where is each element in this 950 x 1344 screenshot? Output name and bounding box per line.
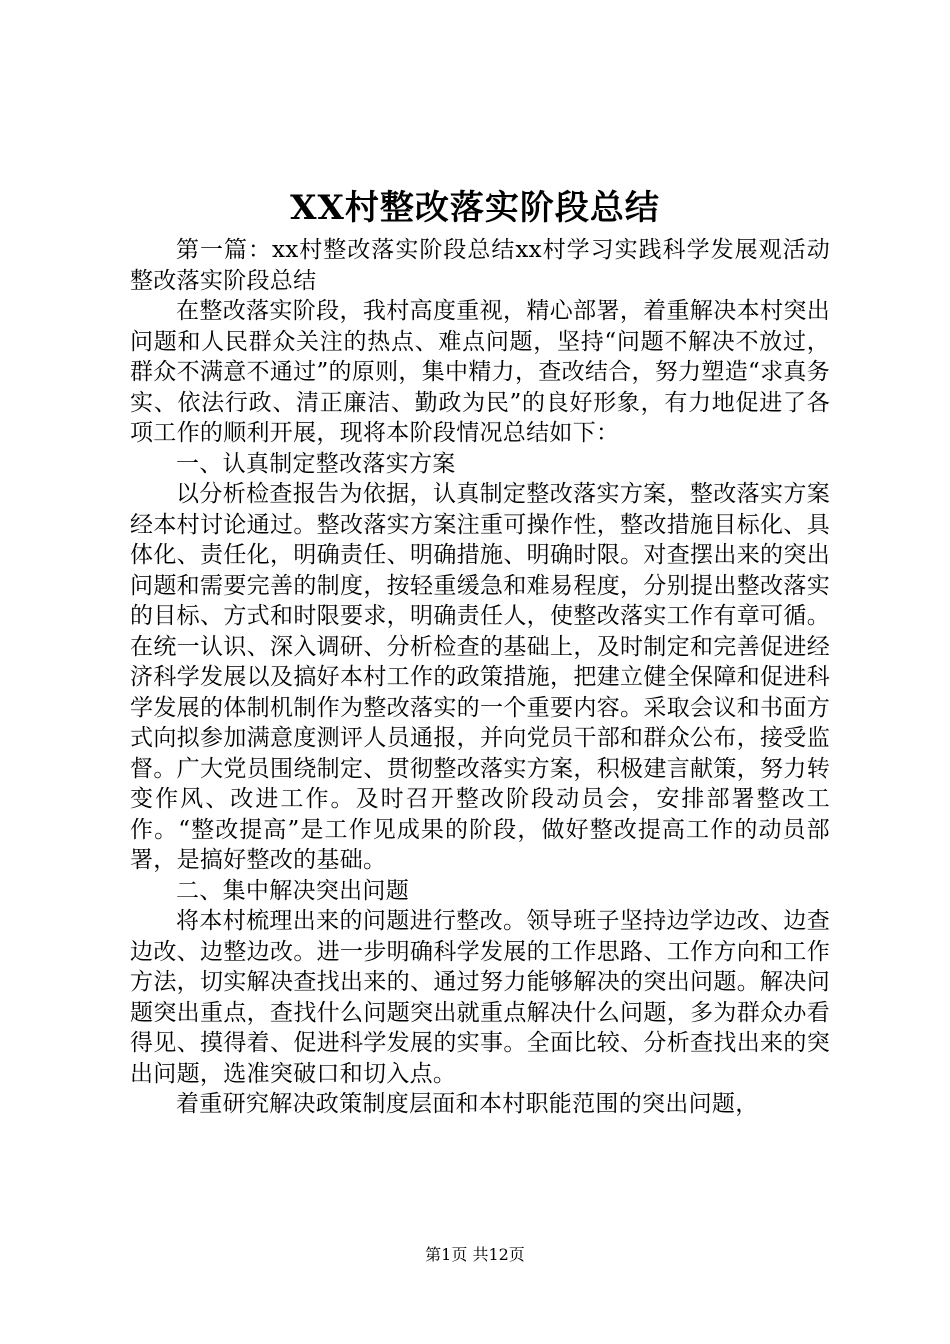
paragraph-section-2: 将本村梳理出来的问题进行整改。领导班子坚持边学边改、边查边改、边整边改。进一步明确科学发展的工作思路、工作方向和工作方法，切实解决查找出来的、通过努力能够解决的突出问题。解决问题突出重点，查找什么问题突出就重点解决什么问题，多为群众办看得见、摸得着、促进科学发展的实事。全面比较、分析查找出来的突出问题，选准突破口和切入点。 [130, 908, 830, 1087]
document-title: XX村整改落实阶段总结 [290, 188, 660, 228]
paragraph-continued: 着重研究解决政策制度层面和本村职能范围的突出问题， [176, 1091, 759, 1117]
paragraph-section-1: 以分析检查报告为依据，认真制定整改落实方案，整改落实方案经本村讨论通过。整改落实方案注重可操作性，整改措施目标化、具体化、责任化，明确责任、明确措施、明确时限。对查摆出来的突出问题和需要完善的制度，按轻重缓急和难易程度，分别提出整改落实的目标、方式和时限要求，明确责任人，使整改落实工作有章可循。在统一认识、深入调研、分析检查的基础上，及时制定和完善促进经济科学发展以及搞好本村工作的政策措施，把建立健全保障和促进科学发展的体制机制作为整改落实的一个重要内容。采取会议和书面方式向拟参加满意度测评人员通报，并向党员干部和群众公布，接受监督。广大党员围绕制定、贯彻整改落实方案，积极建言献策，努力转变作风、改进工作。及时召开整改阶段动员会，安排部署整改工作。“整改提高”是工作见成果的阶段，做好整改提高工作的动员部署，是搞好整改的基础。 [130, 481, 830, 873]
page-footer: 第1页 共12页 [425, 1245, 525, 1264]
document-body [130, 235, 830, 1120]
paragraph-intro: 第一篇：xx村整改落实阶段总结xx村学习实践科学发展观活动整改落实阶段总结 [130, 237, 830, 294]
paragraph-overview: 在整改落实阶段，我村高度重视，精心部署，着重解决本村突出问题和人民群众关注的热点、难点问题，坚持“问题不解决不放过，群众不满意不通过”的原则，集中精力，查改结合，努力塑造“求真务实、依法行政、清正廉洁、勤政为民”的良好形象，有力地促进了各项工作的顺利开展，现将本阶段情况总结如下： [130, 298, 830, 446]
section-heading-1: 一、认真制定整改落实方案 [176, 450, 456, 477]
section-heading-2: 二、集中解决突出问题 [176, 877, 409, 904]
